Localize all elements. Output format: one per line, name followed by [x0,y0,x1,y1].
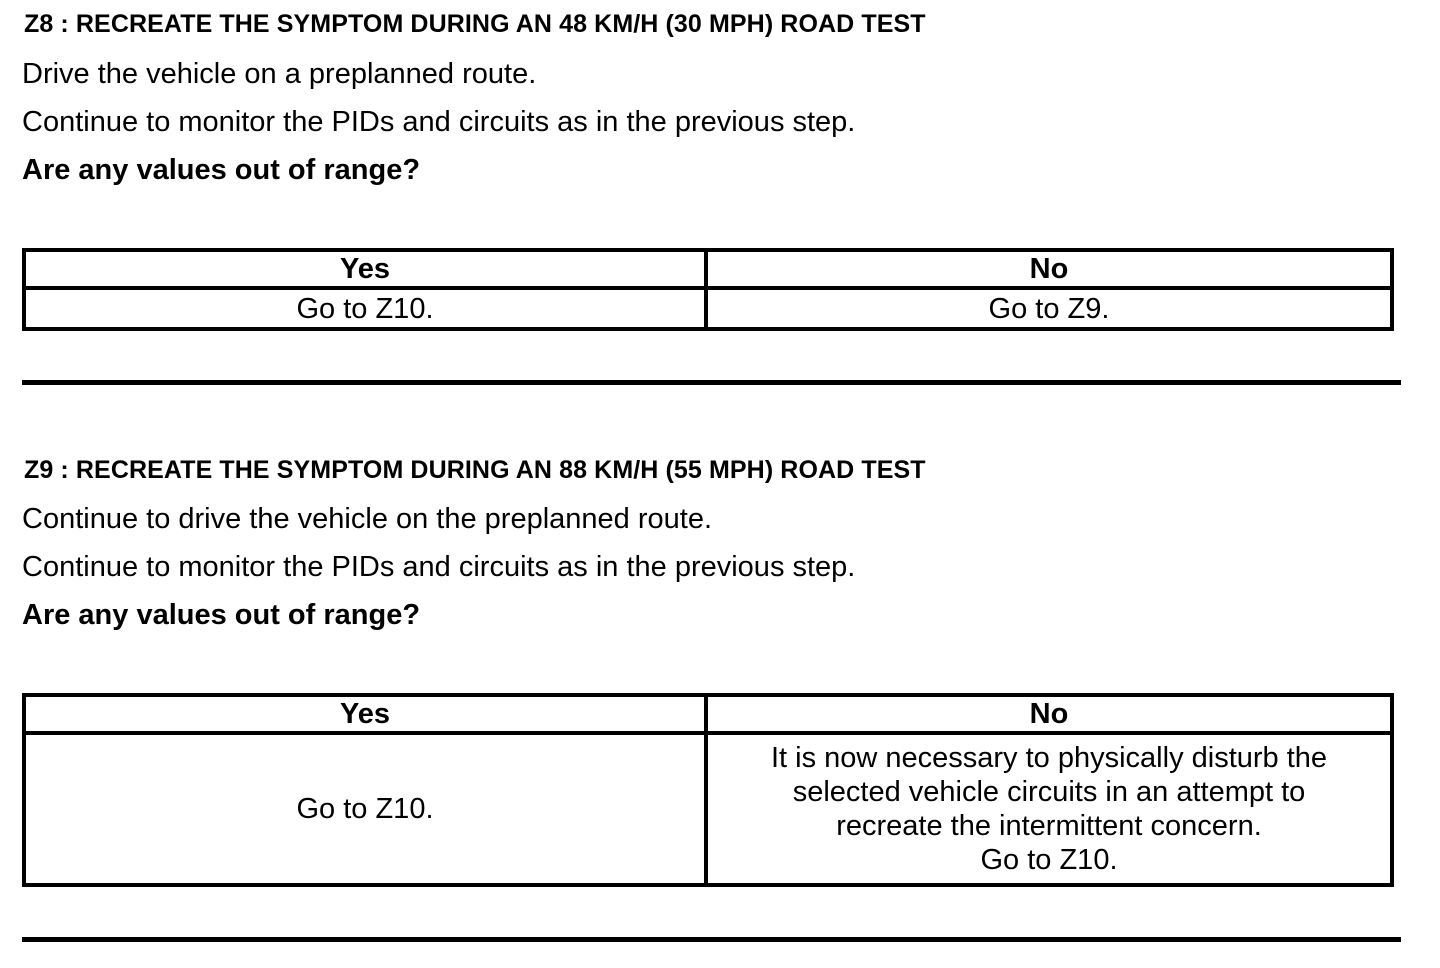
step-z9-line-2: Continue to monitor the PIDs and circuits as in the previous step. [22,551,856,583]
section-divider-1 [22,380,1401,385]
step-z9-yes-header: Yes [24,695,706,733]
step-z8-question: Are any values out of range? [22,154,421,186]
step-z9-no-line-2: selected vehicle circuits in an attempt to [792,776,1306,808]
step-z9-yes-action: Go to Z10. [24,733,706,885]
step-z8-line-2: Continue to monitor the PIDs and circuits as in the previous step. [22,106,856,138]
step-z8-yes-header: Yes [24,250,706,288]
step-z9-answer-table [22,693,1394,887]
step-z8-no-action: Go to Z9. [706,288,1392,329]
step-z9-no-header: No [706,695,1392,733]
step-z9-no-action [706,733,1392,885]
step-z9-line-1: Continue to drive the vehicle on the preplanned route. [22,503,713,535]
step-z9-no-line-1: It is now necessary to physically disturb the [770,742,1328,774]
step-z8-line-1: Drive the vehicle on a preplanned route. [22,58,537,90]
step-z8-yes-action: Go to Z10. [24,288,706,329]
step-z8-no-header: No [706,250,1392,288]
step-z9-question: Are any values out of range? [22,599,421,631]
step-z9-no-line-3: recreate the intermittent concern. [836,810,1262,842]
step-z8-heading: Z8 : RECREATE THE SYMPTOM DURING AN 48 KM/H (30 MPH) ROAD TEST [24,10,926,38]
step-z8-answer-table [22,248,1394,331]
step-z9-heading: Z9 : RECREATE THE SYMPTOM DURING AN 88 KM/H (55 MPH) ROAD TEST [24,456,926,484]
section-divider-2 [22,937,1401,942]
step-z9-no-line-4: Go to Z10. [980,844,1118,876]
